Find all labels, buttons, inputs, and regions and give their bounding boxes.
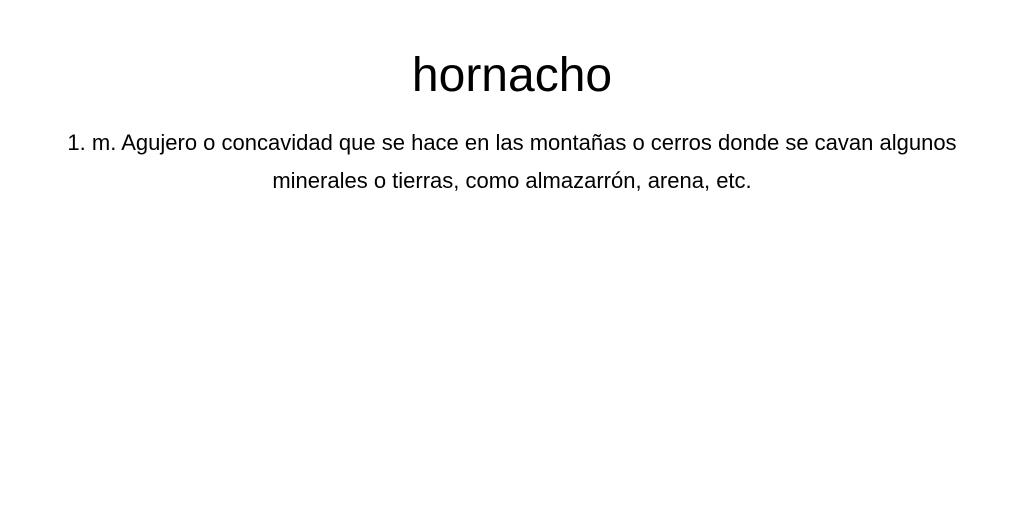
headword-title: hornacho: [411, 49, 613, 102]
definition-text: 1. m. Agujero o concavidad que se hace en las montañas o cerros donde se cavan algunos minerales o tierras, como almazarrón, arena, etc.: [67, 130, 957, 193]
